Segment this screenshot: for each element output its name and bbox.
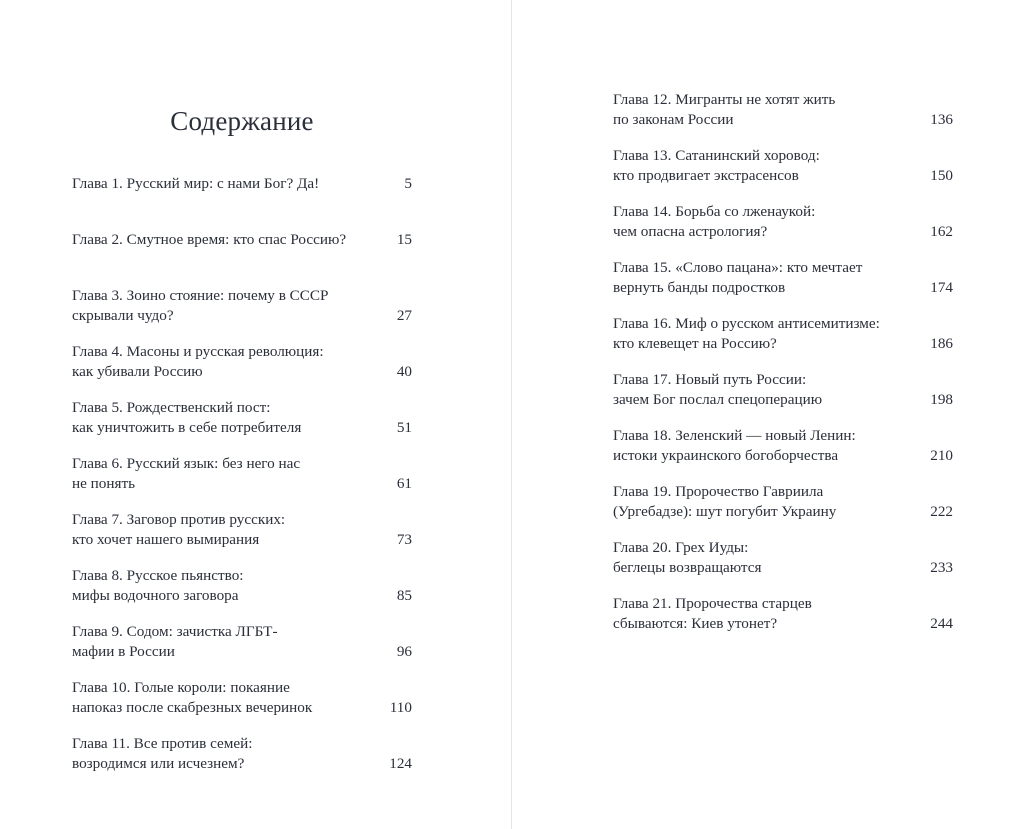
- toc-entry-page-number: 124: [389, 755, 412, 772]
- page-title: Содержание: [170, 106, 314, 137]
- toc-entry-title-line: Глава 17. Новый путь России:: [613, 371, 807, 388]
- toc-entry-title: [72, 678, 412, 718]
- toc-entry-title-line: не понять: [72, 475, 136, 492]
- toc-entry-title-line: (Ургебадзе): шут погубит Украину: [613, 503, 837, 520]
- toc-entry-title-line: скрывали чудо?: [72, 307, 174, 324]
- toc-entry-title-line: Глава 9. Содом: зачистка ЛГБТ-: [72, 623, 278, 640]
- toc-entry-title-line: Глава 4. Масоны и русская революция:: [72, 343, 324, 360]
- toc-entry-page-number: 27: [396, 307, 412, 324]
- toc-entry-page-number: 233: [930, 559, 953, 576]
- toc-entry-title: [72, 342, 412, 382]
- toc-entry-title: [72, 454, 412, 494]
- toc-entry-title-line: чем опасна астрология?: [613, 223, 768, 240]
- toc-entry-title-line: беглецы возвращаются: [613, 559, 762, 576]
- toc-entry-page-number: 15: [396, 231, 412, 248]
- toc-entry-page-number: 110: [389, 699, 412, 716]
- toc-entry[interactable]: [613, 370, 953, 426]
- toc-entry-title: [72, 230, 412, 250]
- toc-entry-title-line: истоки украинского богоборчества: [613, 447, 839, 464]
- toc-entry[interactable]: [613, 314, 953, 370]
- toc-entry-title-line: Глава 18. Зеленский — новый Ленин:: [613, 427, 856, 444]
- toc-entry[interactable]: [72, 286, 412, 342]
- toc-entry-title-line: Глава 11. Все против семей:: [72, 735, 253, 752]
- toc-entry-title-line: возродимся или исчезнем?: [72, 755, 245, 772]
- toc-entry[interactable]: [613, 482, 953, 538]
- toc-entry[interactable]: [613, 90, 953, 146]
- toc-list-right: [613, 90, 953, 650]
- toc-entry[interactable]: [72, 454, 412, 510]
- toc-entry-page-number: 40: [396, 363, 412, 380]
- right-page: [513, 0, 1029, 829]
- toc-entry-title: [72, 286, 412, 326]
- toc-entry-title-line: как убивали Россию: [72, 363, 203, 380]
- toc-entry[interactable]: [72, 734, 412, 790]
- toc-entry-title: [613, 594, 953, 634]
- toc-entry-page-number: 136: [930, 111, 953, 128]
- toc-entry-title: [72, 174, 412, 194]
- toc-entry[interactable]: [72, 230, 412, 286]
- toc-entry-title-line: Глава 13. Сатанинский хоровод:: [613, 147, 820, 164]
- toc-entry-page-number: 244: [930, 615, 953, 632]
- toc-entry-title-line: вернуть банды подростков: [613, 279, 786, 296]
- toc-entry-title-line: зачем Бог послал спецоперацию: [613, 391, 823, 408]
- left-page: [0, 0, 512, 829]
- toc-entry[interactable]: [72, 622, 412, 678]
- toc-entry-page-number: 96: [396, 643, 412, 660]
- toc-entry[interactable]: [613, 258, 953, 314]
- toc-entry-title: [613, 90, 953, 130]
- toc-entry-title-line: Глава 7. Заговор против русских:: [72, 511, 286, 528]
- toc-entry[interactable]: [613, 146, 953, 202]
- toc-entry-title-line: по законам России: [613, 111, 734, 128]
- toc-entry-title: [613, 314, 953, 354]
- toc-entry-page-number: 162: [930, 223, 953, 240]
- toc-entry-title: [613, 482, 953, 522]
- toc-entry[interactable]: [72, 678, 412, 734]
- toc-entry-title-line: кто продвигает экстрасенсов: [613, 167, 799, 184]
- toc-entry-title: [72, 510, 412, 550]
- toc-entry[interactable]: [72, 174, 412, 230]
- toc-entry-page-number: 73: [396, 531, 412, 548]
- toc-entry-title-line: Глава 12. Мигранты не хотят жить: [613, 91, 836, 108]
- toc-entry-title: [613, 426, 953, 466]
- toc-entry-title: [72, 398, 412, 438]
- toc-entry[interactable]: [72, 342, 412, 398]
- page-gutter-divider: [511, 0, 512, 829]
- toc-entry-title: [613, 202, 953, 242]
- toc-entry[interactable]: [613, 594, 953, 650]
- toc-entry[interactable]: [613, 538, 953, 594]
- toc-entry-page-number: 150: [930, 167, 953, 184]
- toc-entry-title-line: Глава 19. Пророчество Гавриила: [613, 483, 824, 500]
- toc-entry-page-number: 174: [930, 279, 953, 296]
- toc-entry-title-line: кто хочет нашего вымирания: [72, 531, 260, 548]
- toc-entry-page-number: 222: [930, 503, 953, 520]
- toc-entry-title-line: как уничтожить в себе потребителя: [72, 419, 302, 436]
- toc-entry-title-line: мафии в России: [72, 643, 175, 660]
- toc-entry-title-line: напоказ после скабрезных вечеринок: [72, 699, 313, 716]
- toc-entry-title-line: Глава 5. Рождественский пост:: [72, 399, 271, 416]
- toc-entry-title-line: Глава 14. Борьба со лженаукой:: [613, 203, 816, 220]
- toc-entry-title: [613, 146, 953, 186]
- toc-entry-title-line: Глава 21. Пророчества старцев: [613, 595, 812, 612]
- toc-list-left: [72, 174, 412, 790]
- toc-entry-title-line: Глава 16. Миф о русском антисемитизме:: [613, 315, 880, 332]
- toc-entry-title: [613, 370, 953, 410]
- toc-entry-title: [613, 538, 953, 578]
- toc-entry-title-line: Глава 6. Русский язык: без него нас: [72, 455, 301, 472]
- toc-entry-title: [72, 622, 412, 662]
- toc-entry[interactable]: [72, 566, 412, 622]
- toc-entry-title: [72, 734, 412, 774]
- toc-entry-title-line: кто клевещет на Россию?: [613, 335, 777, 352]
- toc-entry-title-line: Глава 10. Голые короли: покаяние: [72, 679, 290, 696]
- toc-entry-page-number: 61: [396, 475, 412, 492]
- toc-entry-title-line: Глава 15. «Слово пацана»: кто мечтает: [613, 259, 863, 276]
- toc-entry-title: [72, 566, 412, 606]
- toc-entry-title-line: мифы водочного заговора: [72, 587, 239, 604]
- toc-entry-page-number: 51: [396, 419, 412, 436]
- toc-entry-page-number: 85: [396, 587, 412, 604]
- toc-entry-title-line: Глава 1. Русский мир: с нами Бог? Да!: [72, 175, 320, 192]
- toc-entry-page-number: 210: [930, 447, 953, 464]
- toc-entry-page-number: 186: [930, 335, 953, 352]
- toc-entry[interactable]: [72, 510, 412, 566]
- toc-entry-title-line: сбываются: Киев утонет?: [613, 615, 778, 632]
- toc-entry[interactable]: [72, 398, 412, 454]
- toc-entry-title-line: Глава 2. Смутное время: кто спас Россию?: [72, 231, 347, 248]
- toc-entry-page-number: 198: [930, 391, 953, 408]
- toc-entry-title-line: Глава 3. Зоино стояние: почему в СССР: [72, 287, 329, 304]
- toc-entry[interactable]: [613, 426, 953, 482]
- toc-entry-title-line: Глава 8. Русское пьянство:: [72, 567, 244, 584]
- toc-entry-title: [613, 258, 953, 298]
- toc-entry-page-number: 5: [404, 175, 412, 192]
- toc-entry-title-line: Глава 20. Грех Иуды:: [613, 539, 749, 556]
- toc-entry[interactable]: [613, 202, 953, 258]
